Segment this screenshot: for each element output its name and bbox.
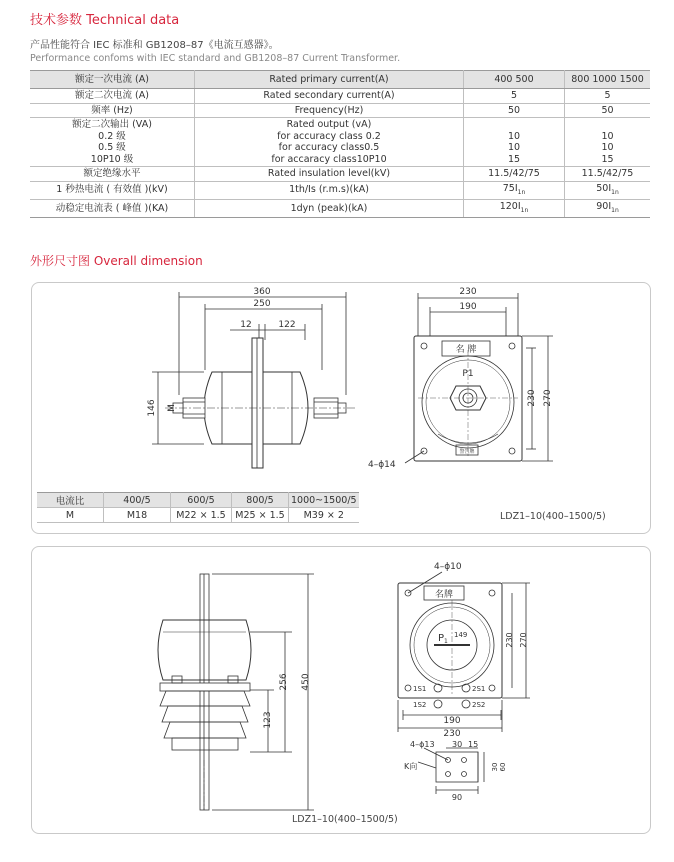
- terminal-label: 1S2: [413, 701, 427, 709]
- subscript: 1n: [611, 188, 619, 196]
- table-cell: 5: [464, 89, 565, 104]
- table-cell: 5: [565, 89, 651, 104]
- table-cell: Rated primary current(A): [195, 71, 464, 89]
- dimension-label: 360: [253, 287, 271, 297]
- dimension-label: 190: [459, 302, 477, 312]
- dimension-label: 30: [452, 740, 463, 749]
- k-view: [418, 748, 484, 794]
- dimension-label: 270: [543, 389, 553, 407]
- table-cell: 1 秒热电流 ( 有效值 )(kV): [30, 181, 195, 199]
- table-cell: M39 × 2: [289, 508, 359, 523]
- dimension-label: 12: [240, 320, 252, 330]
- dimension-label: 60: [499, 762, 507, 772]
- terminal-label: 2S1: [472, 685, 486, 693]
- side-view-1: [152, 292, 356, 468]
- table-row: [37, 493, 359, 508]
- terminal-label: 2S2: [472, 701, 486, 709]
- table-cell: Rated secondary current(A): [195, 89, 464, 104]
- table-cell: 11.5/42/75: [565, 167, 651, 182]
- warning-plate-label: 警告牌: [459, 449, 475, 455]
- dimension-label: 123: [263, 711, 273, 729]
- dimension-label: 90: [451, 793, 463, 802]
- table-cell: 额定绝缘水平: [30, 167, 195, 182]
- table-cell: Rated insulation level(kV): [195, 167, 464, 182]
- dimension-label: 149: [454, 631, 468, 639]
- dimension-label: 230: [505, 632, 514, 648]
- table-cell: 额定一次电流 (A): [30, 71, 195, 89]
- drawing-caption-1: LDZ1–10(400–1500/5): [500, 511, 606, 522]
- output-value: 10: [507, 130, 521, 142]
- dimension-label: 30: [491, 762, 499, 772]
- dimension-label: 4–ϕ14: [368, 460, 396, 470]
- table-cell: 1000~1500/5: [289, 493, 359, 508]
- table-cell: M22 × 1.5: [171, 508, 232, 523]
- dimension-label: 190: [443, 716, 461, 726]
- output-value: 10: [507, 142, 521, 153]
- intro-text-en: Performance confoms with IEC standard and GB1208–87 Current Transformer.: [30, 53, 401, 64]
- output-label-en: Rated output (vA): [286, 119, 372, 130]
- table-cell: 600/5: [171, 493, 232, 508]
- table-cell: 动稳定电流表 ( 峰值 )(KA): [30, 199, 195, 217]
- dimension-label: K向: [404, 762, 418, 771]
- subscript: 1n: [611, 206, 619, 214]
- output-value: 10: [601, 142, 614, 153]
- dimension-label: 230: [459, 287, 477, 297]
- table-row: [37, 508, 359, 523]
- section-title-overall-dimension: 外形尺寸图 Overall dimension: [30, 254, 203, 268]
- terminal-label: P1: [462, 369, 474, 379]
- table-cell: 额定二次电流 (A): [30, 89, 195, 104]
- table-cell: 400 500: [464, 71, 565, 89]
- table-cell: 800 1000 1500: [565, 71, 651, 89]
- dimension-label: 270: [519, 632, 528, 648]
- section-title-technical-data: 技术参数 Technical data: [30, 13, 180, 28]
- dimension-label: 4–ϕ10: [434, 562, 462, 572]
- output-value: 15: [601, 153, 614, 165]
- table-cell: 400/5: [104, 493, 171, 508]
- intro-text-cn: 产品性能符合 IEC 标准和 GB1208–87《电流互感器》。: [30, 40, 279, 51]
- subscript: 1n: [517, 188, 526, 196]
- nameplate-label: 名 牌: [455, 345, 477, 355]
- table-cell: 50: [565, 103, 651, 118]
- output-label-en: for accaracy class10P10: [271, 153, 387, 165]
- terminal-label: 1S1: [413, 685, 427, 693]
- table-cell: M18: [104, 508, 171, 523]
- table-cell: 800/5: [232, 493, 289, 508]
- table-cell: 50: [464, 103, 565, 118]
- dimension-label: M: [167, 404, 177, 412]
- table-cell: M25 × 1.5: [232, 508, 289, 523]
- output-value: 15: [507, 153, 521, 165]
- output-label-en: for accuracy class 0.2: [277, 130, 381, 142]
- output-label-cn: 10P10 级: [90, 153, 134, 165]
- dimension-label: 146: [147, 399, 157, 417]
- output-value: 10: [601, 130, 614, 142]
- dimension-label: 230: [443, 729, 461, 739]
- output-label-en: for accuracy class0.5: [278, 142, 380, 153]
- nameplate-label: 名牌: [434, 590, 454, 600]
- dimension-label: 122: [278, 320, 296, 330]
- dimension-label: 4–ϕ13: [410, 740, 435, 749]
- output-label-cn: 0.5 级: [98, 142, 126, 153]
- thermal-value: 75I: [502, 182, 518, 194]
- table-cell: M: [37, 508, 104, 523]
- table-cell: 电流比: [37, 493, 104, 508]
- subscript: 1n: [520, 206, 529, 214]
- terminal-label: $P_1$: [438, 633, 448, 645]
- table-cell: 1dyn (peak)(kA): [195, 199, 464, 217]
- output-label-cn: 额定二次输出 (VA): [72, 119, 152, 130]
- dimension-label: 256: [279, 673, 289, 691]
- table-cell: 频率 (Hz): [30, 103, 195, 118]
- table-cell: 11.5/42/75: [464, 167, 565, 182]
- dynamic-value: 90I: [596, 200, 612, 212]
- thread-size-table: [37, 492, 359, 523]
- dynamic-value: 120I: [499, 200, 521, 212]
- front-view-1: [405, 293, 553, 463]
- side-view-2: [158, 574, 314, 810]
- thermal-value: 50I: [596, 182, 612, 194]
- output-label-cn: 0.2 级: [98, 130, 126, 142]
- dimension-label: 230: [527, 389, 537, 407]
- dimension-label: 15: [468, 740, 479, 749]
- dimension-label: 450: [301, 673, 311, 691]
- drawing-caption-2: LDZ1–10(400–1500/5): [292, 814, 398, 825]
- dimension-label: 250: [253, 299, 271, 309]
- table-cell: 1th/Is (r.m.s)(kA): [195, 181, 464, 199]
- table-cell: Frequency(Hz): [195, 103, 464, 118]
